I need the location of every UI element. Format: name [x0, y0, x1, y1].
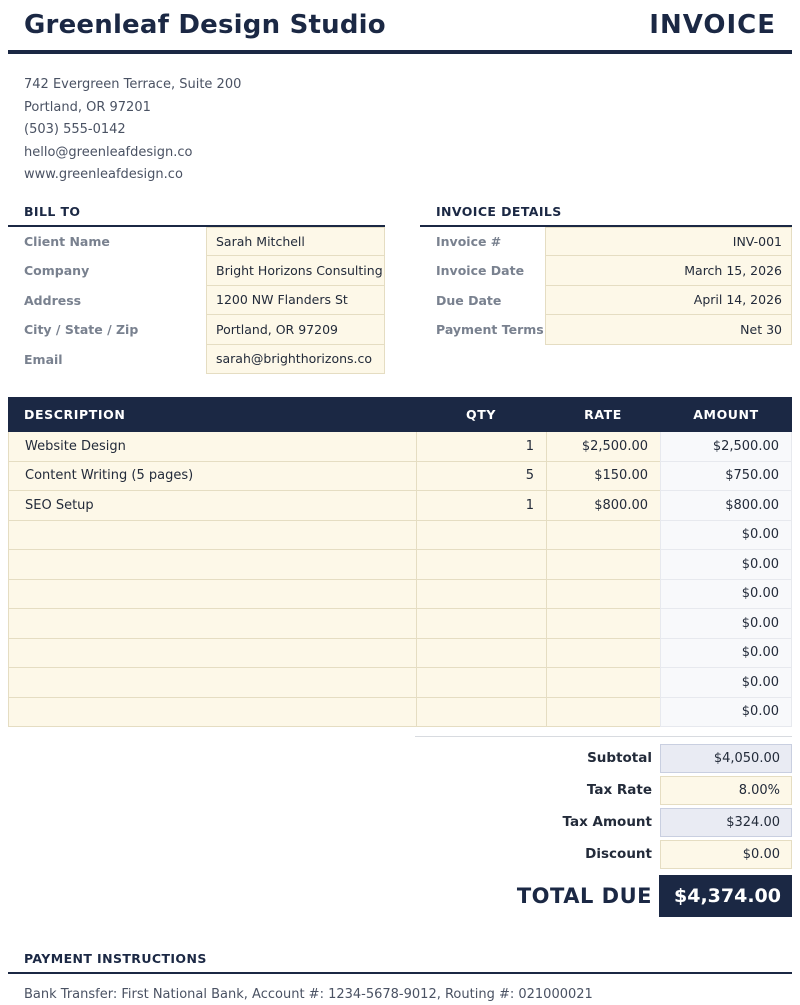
- field-value-cell[interactable]: sarah@brighthorizons.co: [206, 344, 385, 375]
- line-item-rate-cell[interactable]: $800.00: [546, 491, 660, 521]
- field-value-cell[interactable]: April 14, 2026: [545, 285, 792, 316]
- field-label: Due Date: [436, 292, 502, 308]
- field-label: Address: [24, 292, 82, 308]
- line-item-row: [8, 521, 792, 551]
- field-label: Invoice Date: [436, 263, 525, 279]
- totals-row: [415, 774, 792, 806]
- line-item-rate-cell[interactable]: [546, 580, 660, 610]
- field-label: Payment Terms: [436, 322, 544, 338]
- info-field-row: [420, 286, 792, 316]
- line-item-rate-cell[interactable]: $150.00: [546, 462, 660, 492]
- line-item-description-cell[interactable]: [8, 609, 416, 639]
- table-header-row: [8, 397, 792, 432]
- totals-row: [415, 806, 792, 838]
- payment-instructions-text: Bank Transfer: First National Bank, Account #: 1234-5678-9012, Routing #: 021000021: [24, 987, 593, 1002]
- line-item-amount-cell: $750.00: [660, 462, 792, 492]
- bill-to-title: BILL TO: [24, 203, 81, 219]
- line-item-qty-cell[interactable]: [416, 580, 546, 610]
- payment-instructions-section: [8, 951, 792, 1002]
- column-header-rate: RATE: [584, 407, 622, 422]
- line-item-amount-cell: $0.00: [660, 609, 792, 639]
- company-address-line: hello@greenleafdesign.co: [24, 144, 193, 160]
- line-item-qty-cell[interactable]: [416, 698, 546, 728]
- line-item-description-cell[interactable]: Content Writing (5 pages): [8, 462, 416, 492]
- total-due-label: TOTAL DUE: [516, 884, 652, 908]
- line-item-row: [8, 550, 792, 580]
- line-item-row: [8, 491, 792, 521]
- totals-row: [415, 742, 792, 774]
- line-item-row: [8, 639, 792, 669]
- info-field-row: [8, 256, 385, 286]
- line-item-amount-cell: $0.00: [660, 580, 792, 610]
- line-item-rate-cell[interactable]: [546, 698, 660, 728]
- line-item-qty-cell[interactable]: 5: [416, 462, 546, 492]
- total-due-value: $4,374.00: [659, 875, 792, 917]
- document-title: INVOICE: [649, 10, 776, 40]
- field-value-cell[interactable]: Net 30: [545, 314, 792, 345]
- line-item-rate-cell[interactable]: [546, 609, 660, 639]
- field-label: Invoice #: [436, 233, 502, 249]
- payment-instructions-rule: [8, 972, 792, 974]
- totals-label: Discount: [585, 846, 652, 862]
- line-item-qty-cell[interactable]: [416, 521, 546, 551]
- field-value-cell[interactable]: 1200 NW Flanders St: [206, 285, 385, 316]
- totals-value-cell[interactable]: $0.00: [660, 840, 792, 869]
- line-item-row: [8, 432, 792, 462]
- line-item-description-cell[interactable]: [8, 698, 416, 728]
- field-value-cell[interactable]: Sarah Mitchell: [206, 227, 385, 257]
- totals-section: [415, 736, 792, 917]
- line-item-qty-cell[interactable]: [416, 668, 546, 698]
- field-value-cell[interactable]: Bright Horizons Consulting: [206, 255, 385, 286]
- info-field-row: [420, 315, 792, 345]
- line-item-qty-cell[interactable]: [416, 639, 546, 669]
- line-item-amount-cell: $2,500.00: [660, 432, 792, 462]
- line-item-amount-cell: $0.00: [660, 668, 792, 698]
- line-item-row: [8, 580, 792, 610]
- field-value-cell[interactable]: March 15, 2026: [545, 255, 792, 286]
- column-header-description: DESCRIPTION: [24, 407, 126, 422]
- company-address-line: www.greenleafdesign.co: [24, 167, 183, 182]
- totals-rows: [415, 742, 792, 870]
- invoice-details-fields: [420, 227, 792, 345]
- line-item-description-cell[interactable]: SEO Setup: [8, 491, 416, 521]
- line-item-rate-cell[interactable]: [546, 521, 660, 551]
- info-field-row: [420, 227, 792, 257]
- field-value-cell[interactable]: Portland, OR 97209: [206, 314, 385, 345]
- totals-label: Subtotal: [587, 750, 652, 766]
- invoice-header: [8, 0, 792, 40]
- company-address-line: (503) 555-0142: [24, 122, 126, 137]
- line-item-description-cell[interactable]: Website Design: [8, 432, 416, 462]
- totals-label: Tax Rate: [586, 782, 652, 798]
- line-item-amount-cell: $0.00: [660, 550, 792, 580]
- info-field-row: [8, 286, 385, 316]
- field-value-cell[interactable]: INV-001: [545, 227, 792, 257]
- line-item-amount-cell: $0.00: [660, 521, 792, 551]
- line-item-row: [8, 698, 792, 728]
- totals-value-cell: $4,050.00: [660, 744, 792, 773]
- totals-label: Tax Amount: [562, 814, 652, 830]
- totals-value-cell: $324.00: [660, 808, 792, 837]
- payment-instructions-title: PAYMENT INSTRUCTIONS: [24, 951, 207, 966]
- line-item-rate-cell[interactable]: $2,500.00: [546, 432, 660, 462]
- bill-to-section: [8, 204, 385, 375]
- company-address-line: 742 Evergreen Terrace, Suite 200: [24, 77, 242, 92]
- line-item-rate-cell[interactable]: [546, 639, 660, 669]
- invoice-details-section: [420, 204, 792, 375]
- company-address-line: Portland, OR 97201: [24, 99, 151, 115]
- column-header-amount: AMOUNT: [693, 407, 759, 422]
- header-rule: [8, 50, 792, 54]
- line-item-description-cell[interactable]: [8, 550, 416, 580]
- totals-row: [415, 838, 792, 870]
- field-label: City / State / Zip: [24, 322, 139, 338]
- field-label: Company: [24, 263, 90, 279]
- bill-to-fields: [8, 227, 385, 375]
- line-item-amount-cell: $0.00: [660, 698, 792, 728]
- info-sections-row: [8, 204, 792, 375]
- line-item-description-cell[interactable]: [8, 521, 416, 551]
- line-item-row: [8, 668, 792, 698]
- line-item-qty-cell[interactable]: 1: [416, 491, 546, 521]
- line-item-description-cell[interactable]: [8, 668, 416, 698]
- line-item-qty-cell[interactable]: [416, 550, 546, 580]
- field-label: Client Name: [24, 233, 110, 249]
- totals-value-cell[interactable]: 8.00%: [660, 776, 792, 805]
- line-item-row: [8, 462, 792, 492]
- company-info-block: [8, 74, 792, 187]
- info-field-row: [8, 345, 385, 375]
- line-item-row: [8, 609, 792, 639]
- line-item-rate-cell[interactable]: [546, 550, 660, 580]
- info-field-row: [8, 227, 385, 257]
- line-item-description-cell[interactable]: [8, 639, 416, 669]
- line-item-amount-cell: $0.00: [660, 639, 792, 669]
- column-header-qty: QTY: [465, 407, 496, 422]
- line-item-qty-cell[interactable]: 1: [416, 432, 546, 462]
- line-item-amount-cell: $800.00: [660, 491, 792, 521]
- table-body: [8, 432, 792, 727]
- line-item-rate-cell[interactable]: [546, 668, 660, 698]
- total-due-row: [415, 875, 792, 917]
- field-label: Email: [24, 351, 63, 367]
- line-item-qty-cell[interactable]: [416, 609, 546, 639]
- info-field-row: [420, 256, 792, 286]
- info-field-row: [8, 315, 385, 345]
- company-name-title: Greenleaf Design Studio: [24, 10, 386, 40]
- line-items-table: [8, 397, 792, 727]
- line-item-description-cell[interactable]: [8, 580, 416, 610]
- invoice-details-title: INVOICE DETAILS: [436, 203, 562, 219]
